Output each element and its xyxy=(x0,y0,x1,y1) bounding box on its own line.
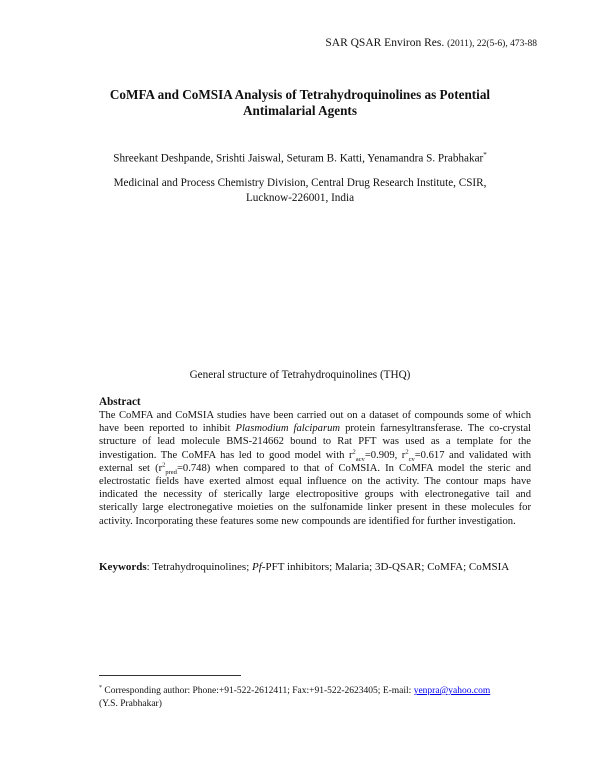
title-line-1: CoMFA and CoMSIA Analysis of Tetrahydroquinolines as Potential xyxy=(109,87,491,102)
abstract-part: =0.617 and validated with external set (r xyxy=(99,449,531,474)
footnote-mark: * xyxy=(99,685,102,691)
affiliation xyxy=(90,176,510,205)
keywords-italic: Pf xyxy=(252,561,262,573)
abstract-heading: Abstract xyxy=(99,396,141,408)
email-link[interactable]: yenpra@yahoo.com xyxy=(413,686,491,697)
abstract-part: The CoMFA and CoMSIA studies have been carried out on a dataset of compounds some of which have been reported to inhibit xyxy=(99,410,531,435)
affiliation-line-1: Medicinal and Process Chemistry Division, Central Drug Research Institute, CSIR, xyxy=(113,177,487,189)
keywords-label: Keywords xyxy=(99,561,147,573)
r-squared-sup: 2 xyxy=(352,448,356,456)
r-subscript-cv: cv xyxy=(408,455,415,463)
keywords xyxy=(99,560,531,574)
abstract-part: =0.909, r xyxy=(364,449,406,461)
footnote-text: Corresponding author: Phone:+91-522-2612411; Fax:+91-522-2623405; E-mail: xyxy=(102,686,414,697)
abstract-part: =0.748) when compared to that of CoMSIA. In CoMFA model the steric and electrostatic fields have exerted almost equal influence on the activity. The contour maps have indicated the necessity of sterically large electropositive groups with electronegative tail and sterically large electronegative moieties on the sulfonamide linker present in these molecules for activity. Incorporating these features some new compounds are identified for further investigation. xyxy=(99,462,531,527)
r-subscript-pred: pred xyxy=(165,468,177,476)
author-list xyxy=(80,151,520,165)
journal-name: SAR QSAR Environ Res. xyxy=(325,37,445,49)
keywords-part: -PFT inhibitors; Malaria; 3D-QSAR; CoMFA; CoMSIA xyxy=(261,561,510,573)
footnote-line-2: (Y.S. Prabhakar) xyxy=(99,698,162,709)
affiliation-line-2: Lucknow-226001, India xyxy=(245,191,355,204)
figure-caption: General structure of Tetrahydroquinolines (THQ) xyxy=(189,369,411,381)
r-squared-sup: 2 xyxy=(162,461,166,469)
paper-title xyxy=(100,87,500,119)
abstract-italic-organism: Plasmodium falciparum xyxy=(235,423,341,435)
keywords-part: : Tetrahydroquinolines; xyxy=(146,561,253,573)
corresponding-author-mark: * xyxy=(483,151,487,159)
journal-reference xyxy=(325,37,537,49)
title-line-2: Antimalarial Agents xyxy=(243,103,357,118)
abstract-part: protein farnesyltransferase. The co-crystal structure of lead molecule BMS-214662 bound to Rat PFT was used as a template for the investigation. The CoMFA has led to good model with r xyxy=(99,423,531,461)
footnote xyxy=(99,682,539,710)
authors-text: Shreekant Deshpande, Srishti Jaiswal, Seturam B. Katti, Yenamandra S. Prabhakar xyxy=(113,152,484,165)
abstract-body xyxy=(99,409,531,528)
journal-citation: (2011), 22(5-6), 473-88 xyxy=(447,39,537,49)
r-subscript-acv: acv xyxy=(355,455,365,463)
r-squared-sup: 2 xyxy=(405,448,409,456)
footnote-divider xyxy=(99,675,241,676)
